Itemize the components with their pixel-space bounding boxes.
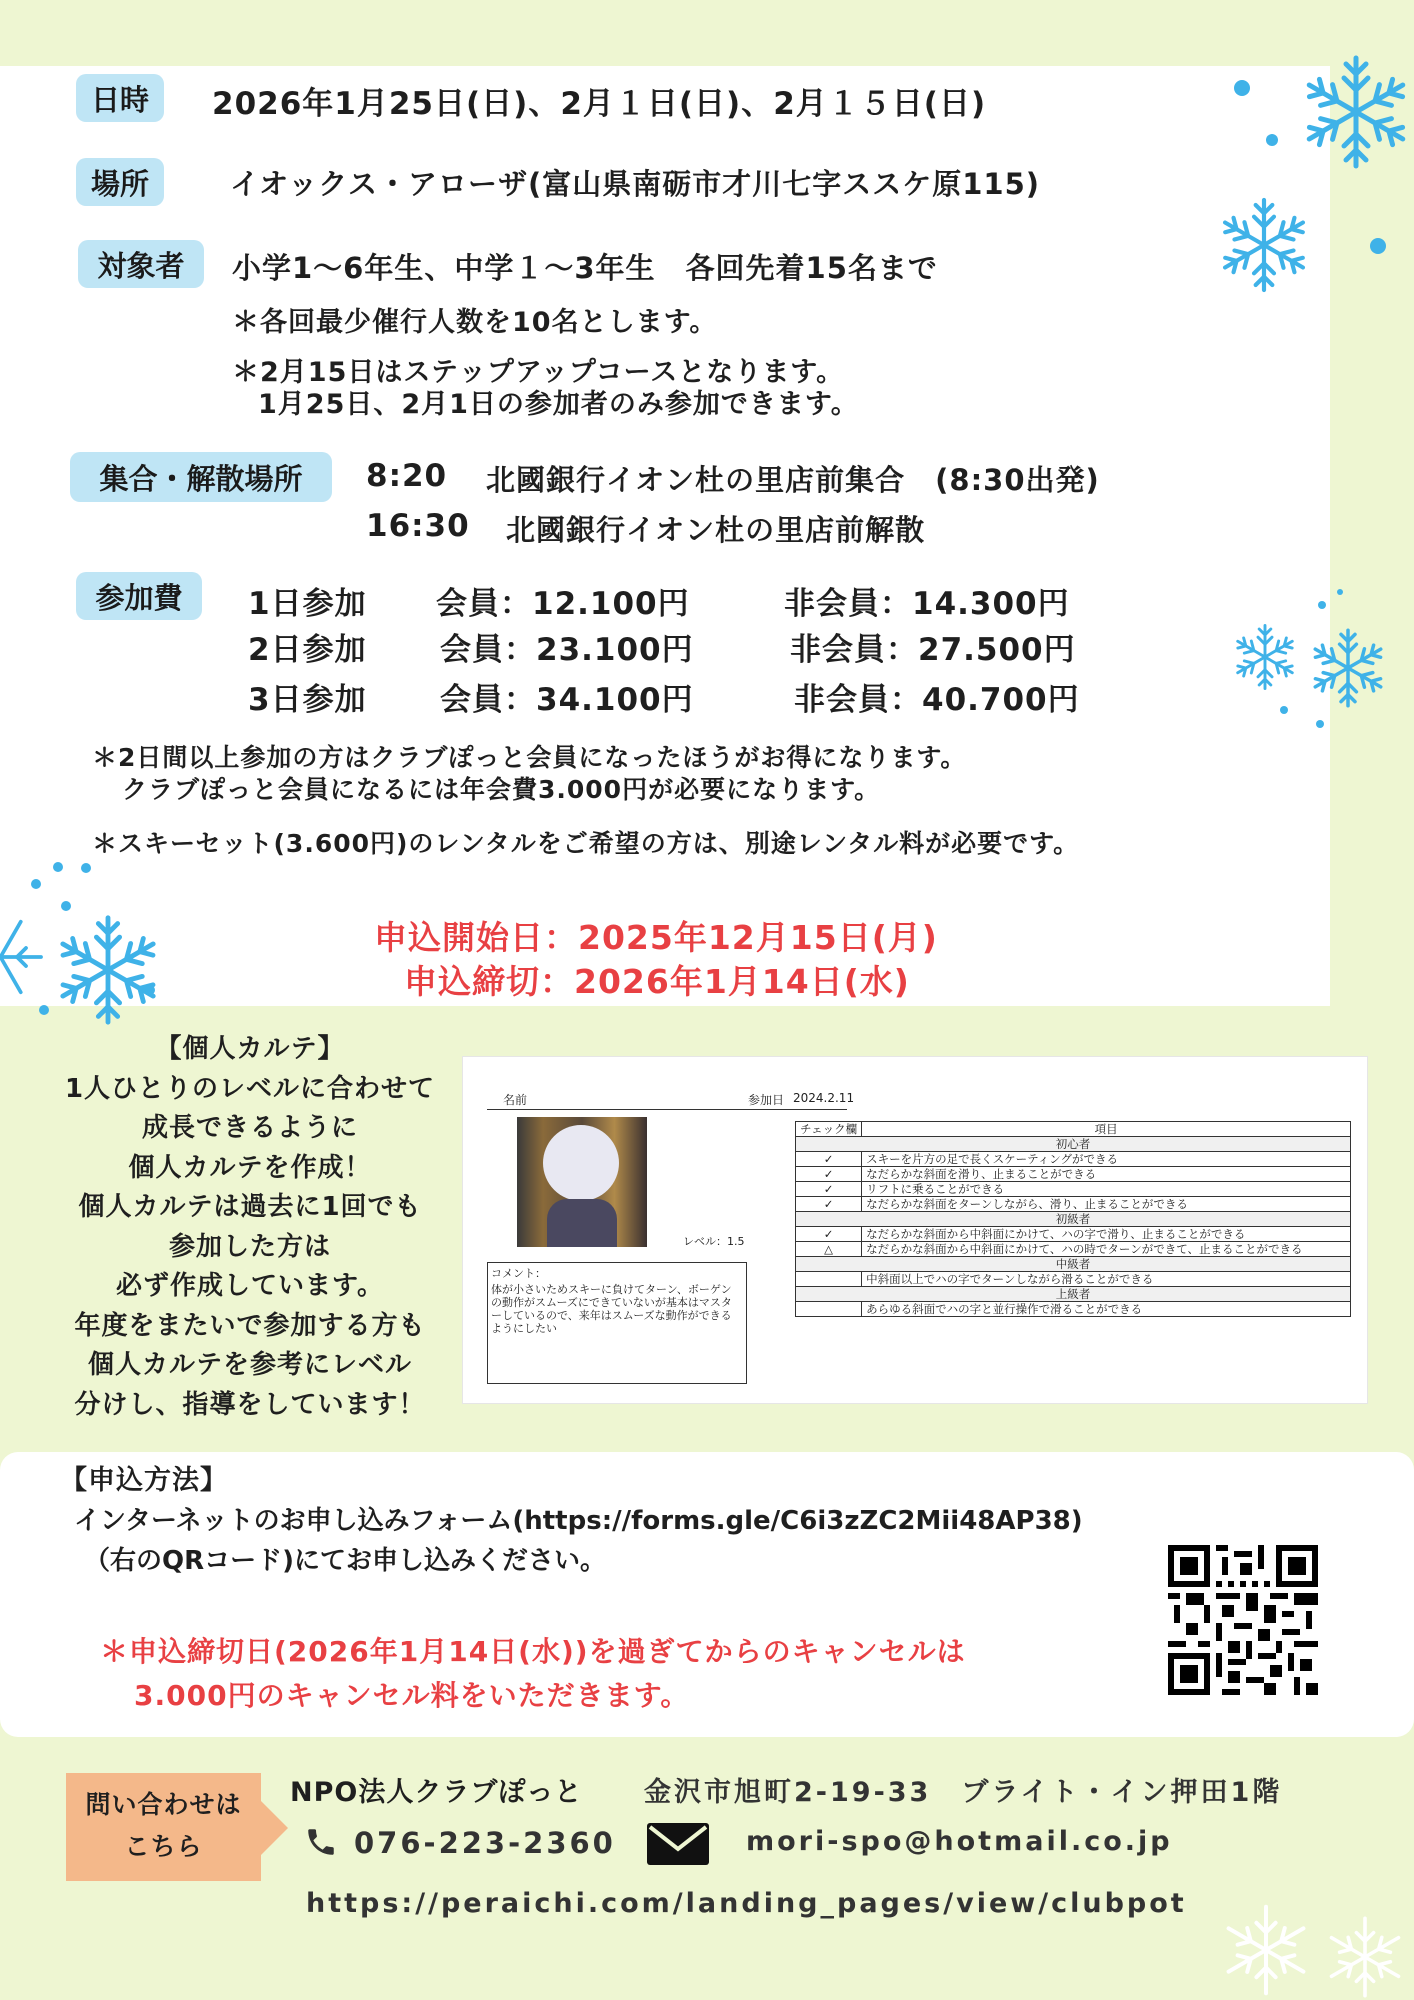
check-mark: ✓ [796, 1182, 862, 1197]
fee-member: 会員：12.100円 [436, 586, 690, 622]
fee-nonmember: 非会員：40.700円 [794, 682, 1080, 718]
contact-label-box [66, 1773, 261, 1881]
level-novice: 初級者 [796, 1212, 1351, 1227]
apply-start-date: 申込開始日：2025年12月15日(月) [374, 918, 938, 957]
meeting-time-1: 8:20 [366, 458, 448, 494]
cancel-policy-2: 3.000円のキャンセル料をいただきます。 [134, 1679, 690, 1712]
checklist-col-check: チェック欄 [796, 1122, 862, 1137]
fee-note-rental: ＊スキーセット(3.600円)のレンタルをご希望の方は、別途レンタル料が必要です。 [92, 829, 1080, 858]
check-mark [796, 1302, 862, 1317]
check-item: なだらかな斜面から中斜面にかけて、ハの字で滑り、止まることができる [862, 1227, 1351, 1242]
place-value: イオックス・アローザ(富山県南砺市才川七字ススケ原115) [230, 167, 1041, 201]
check-item: なだらかな斜面を滑り、止まることができる [862, 1167, 1351, 1182]
target-note-min: ＊各回最少催行人数を10名とします。 [232, 307, 718, 338]
fee-nonmember: 非会員：27.500円 [790, 632, 1076, 668]
fee-nonmember: 非会員：14.300円 [784, 586, 1070, 622]
check-item: 中斜面以上でハの字でターンしながら滑ることができる [862, 1272, 1351, 1287]
check-item: なだらかな斜面をターンしながら、滑り、止まることができる [862, 1197, 1351, 1212]
apply-form-text[interactable]: インターネットのお申し込みフォーム(https://forms.gle/C6i3zZC2Mii48AP38) [74, 1506, 1083, 1536]
fee-days: 1日参加 [248, 586, 367, 622]
check-item: リフトに乗ることができる [862, 1182, 1351, 1197]
karte-line: 1人ひとりのレベルに合わせて [64, 1073, 436, 1104]
karte-date-value: 2024.2.11 [793, 1091, 855, 1105]
fee-days: 2日参加 [248, 632, 367, 668]
check-mark: ✓ [796, 1152, 862, 1167]
org-name: NPO法人クラブぽっと [290, 1777, 583, 1808]
karte-line: 個人カルテを参考にレベル [87, 1350, 412, 1380]
karte-photo [517, 1117, 647, 1247]
karte-description [20, 1030, 480, 1425]
karte-date-label: 参加日 [748, 1093, 785, 1107]
target-note-stepup: ＊2月15日はステップアップコースとなります。 [232, 357, 845, 388]
karte-checklist [795, 1121, 1351, 1317]
check-mark: ✓ [796, 1197, 862, 1212]
check-item: あらゆる斜面でハの字と並行操作で滑ることができる [862, 1302, 1351, 1317]
checklist-col-item: 項目 [862, 1122, 1351, 1137]
fee-member: 会員：34.100円 [440, 682, 694, 718]
email-address[interactable]: mori-spo@hotmail.co.jp [746, 1826, 1173, 1857]
mail-icon [646, 1822, 710, 1866]
phone-number[interactable]: 076-223-2360 [354, 1826, 616, 1860]
fee-note-annual: クラブぽっと会員になるには年会費3.000円が必要になります。 [122, 775, 881, 804]
target-note-stepup-cond: 1月25日、2月1日の参加者のみ参加できます。 [258, 389, 859, 420]
checklist-header [796, 1122, 1351, 1137]
karte-comment-box [487, 1262, 747, 1384]
apply-deadline: 申込締切：2026年1月14日(水) [404, 962, 910, 1001]
snowflake-icon [1320, 1914, 1410, 2000]
meeting-tag: 集合・解散場所 [70, 452, 332, 502]
website-url[interactable]: https://peraichi.com/landing_pages/view/clubpot [306, 1888, 1187, 1919]
snowflake-icon [1218, 1900, 1314, 2000]
apply-qr-text: （右のQRコード)にてお申し込みください。 [84, 1546, 607, 1576]
date-value: 2026年1月25日(日)、2月１日(日)、2月１５日(日) [212, 86, 987, 122]
org-address: 金沢市旭町2-19-33 ブライト・イン押田1階 [644, 1777, 1283, 1808]
karte-heading: 【個人カルテ】 [155, 1034, 345, 1064]
place-tag: 場所 [76, 158, 164, 206]
karte-line: 参加した方は [168, 1231, 331, 1262]
contact-label-line2: こちら [124, 1832, 203, 1861]
apply-heading: 【申込方法】 [60, 1465, 228, 1496]
meeting-text-1: 北國銀行イオン杜の里店前集合 (8:30出発) [486, 463, 1100, 497]
karte-line: 必ず作成しています。 [116, 1271, 384, 1301]
karte-line: 成長できるように [141, 1113, 358, 1143]
check-mark: ✓ [796, 1227, 862, 1242]
check-mark: △ [796, 1242, 862, 1257]
fee-note-membership: ＊2日間以上参加の方はクラブぽっと会員になったほうがお得になります。 [92, 743, 967, 772]
karte-comment-label: コメント： [491, 1267, 546, 1280]
target-value: 小学1～6年生、中学１～3年生 各回先着15名まで [232, 251, 938, 285]
karte-sample [462, 1056, 1368, 1404]
karte-comment: 体が小さいためスキーに負けてターン、ボーゲンの動作がスムーズにできていないが基本はマスターしているので、来年はスムーズな動作ができるようにしたい [491, 1283, 732, 1335]
fee-tag: 参加費 [76, 572, 202, 620]
fee-member: 会員：23.100円 [440, 632, 694, 668]
karte-name-label: 名前 [503, 1093, 528, 1107]
contact-label-line1: 問い合わせは [85, 1790, 242, 1819]
check-mark: ✓ [796, 1167, 862, 1182]
karte-line: 個人カルテは過去に1回でも [78, 1192, 422, 1222]
meeting-time-2: 16:30 [366, 508, 470, 544]
qr-code-icon[interactable] [1168, 1545, 1318, 1695]
karte-line: 個人カルテを作成！ [128, 1152, 372, 1183]
karte-line: 分けし、指導をしています！ [74, 1389, 426, 1420]
phone-icon [304, 1823, 338, 1861]
cancel-policy-1: ＊申込締切日(2026年1月14日(水))を過ぎてからのキャンセルは [100, 1635, 966, 1668]
check-item: なだらかな斜面から中斜面にかけて、ハの時でターンができて、止まることができる [862, 1242, 1351, 1257]
arrow-pointer [260, 1800, 290, 1856]
check-item: スキーを片方の足で長くスケーティングができる [862, 1152, 1351, 1167]
level-beginner: 初心者 [796, 1137, 1351, 1152]
level-intermediate: 中級者 [796, 1257, 1351, 1272]
karte-level: レベル：1.5 [683, 1235, 745, 1248]
level-advanced: 上級者 [796, 1287, 1351, 1302]
target-tag: 対象者 [78, 240, 204, 288]
face-blur [543, 1125, 619, 1201]
meeting-text-2: 北國銀行イオン杜の里店前解散 [506, 513, 926, 547]
date-tag: 日時 [76, 74, 164, 122]
fee-days: 3日参加 [248, 682, 367, 718]
karte-line: 年度をまたいで参加する方も [74, 1310, 426, 1341]
check-mark [796, 1272, 862, 1287]
